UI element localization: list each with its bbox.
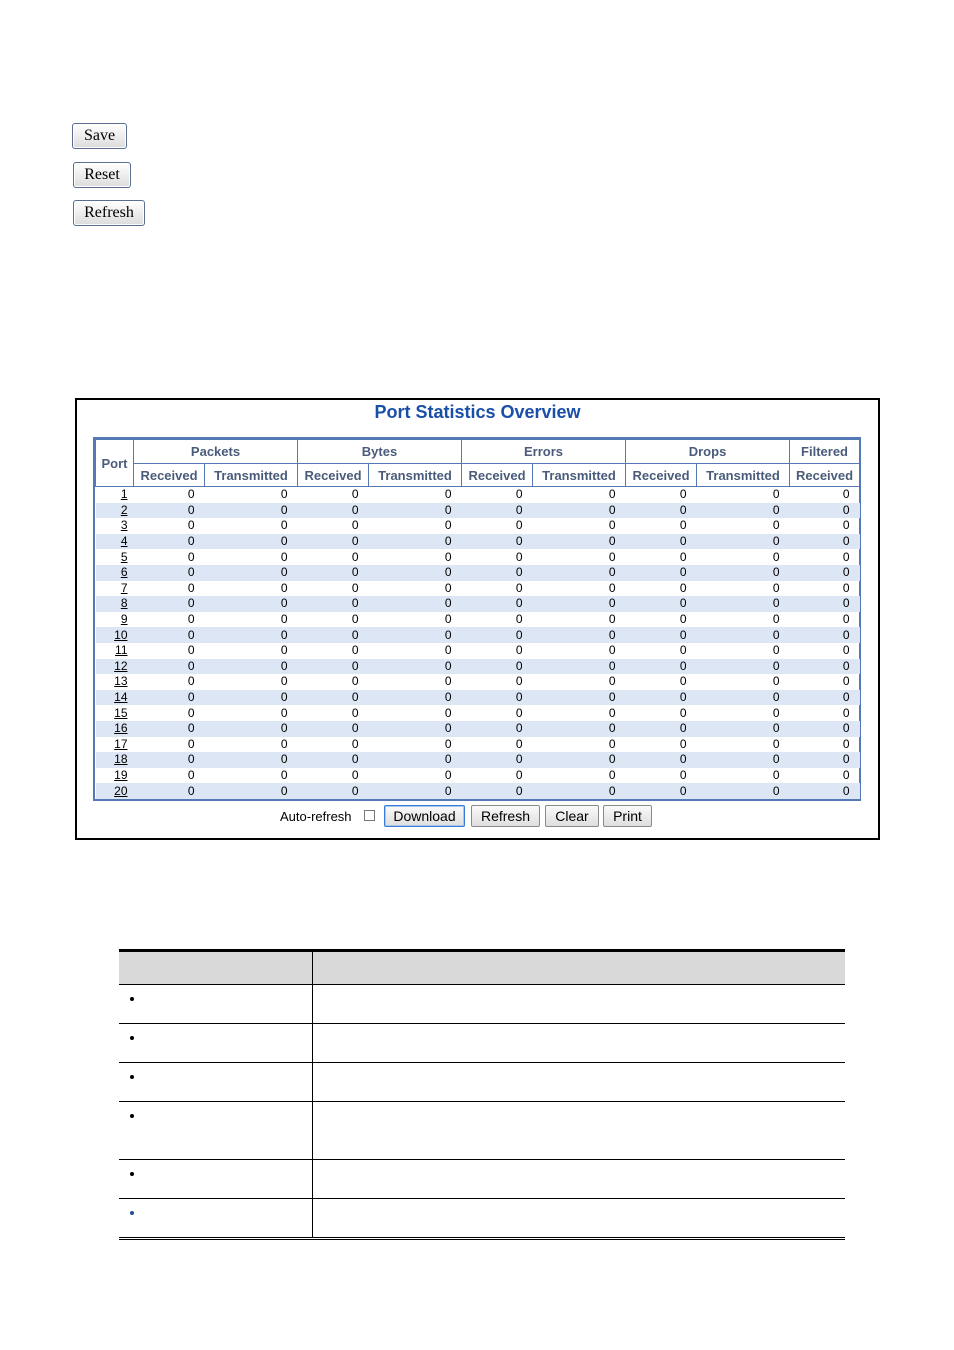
stat-cell: 0 <box>790 721 860 737</box>
stat-cell: 0 <box>679 612 687 627</box>
print-button[interactable]: Print <box>603 805 652 827</box>
stat-cell: 0 <box>697 596 790 612</box>
stat-cell: 0 <box>351 767 359 782</box>
port-link-16[interactable]: 16 <box>114 721 128 736</box>
port-cell <box>96 612 134 628</box>
table-controls <box>77 805 878 829</box>
stat-cell: 0 <box>842 580 850 595</box>
stat-cell: 0 <box>790 503 860 519</box>
stat-cell: 0 <box>772 487 780 502</box>
stat-cell: 0 <box>298 659 369 675</box>
auto-refresh-checkbox[interactable] <box>364 810 375 821</box>
stat-cell: 0 <box>187 612 195 627</box>
stat-cell: 0 <box>626 596 697 612</box>
port-link-7[interactable]: 7 <box>120 580 128 595</box>
stat-cell: 0 <box>205 534 298 550</box>
stat-cell: 0 <box>697 565 790 581</box>
download-button[interactable]: Download <box>384 805 465 827</box>
port-link-4[interactable]: 4 <box>120 534 128 549</box>
stat-cell: 0 <box>369 596 462 612</box>
stat-cell: 0 <box>626 534 697 550</box>
port-link-17[interactable]: 17 <box>114 736 128 751</box>
stat-cell: 0 <box>679 767 687 782</box>
port-link-14[interactable]: 14 <box>114 690 128 705</box>
refresh-button[interactable]: Refresh <box>471 805 540 827</box>
port-cell <box>96 518 134 534</box>
stat-cell: 0 <box>280 674 288 689</box>
stat-cell: 0 <box>608 487 616 502</box>
stat-cell: 0 <box>298 752 369 768</box>
subheader-received: Received <box>134 464 205 487</box>
stat-cell: 0 <box>134 596 205 612</box>
stat-cell: 0 <box>298 565 369 581</box>
stat-cell: 0 <box>515 612 523 627</box>
table-row <box>96 518 860 534</box>
stat-cell: 0 <box>444 612 452 627</box>
stat-cell: 0 <box>697 534 790 550</box>
stat-cell: 0 <box>369 690 462 706</box>
port-cell <box>96 643 134 659</box>
port-cell <box>96 549 134 565</box>
bullet-icon <box>130 997 134 1001</box>
stat-cell: 0 <box>533 534 626 550</box>
stat-cell: 0 <box>369 627 462 643</box>
stat-cell: 0 <box>842 487 850 502</box>
table-row <box>96 596 860 612</box>
stat-cell: 0 <box>608 705 616 720</box>
description-row <box>119 984 845 1023</box>
stat-cell: 0 <box>462 534 533 550</box>
stat-cell: 0 <box>679 736 687 751</box>
stat-cell: 0 <box>772 643 780 658</box>
stat-cell: 0 <box>515 705 523 720</box>
port-cell <box>96 534 134 550</box>
port-link-18[interactable]: 18 <box>114 752 128 767</box>
port-link-2[interactable]: 2 <box>120 502 128 517</box>
subheader-received: Received <box>626 464 697 487</box>
stat-cell: 0 <box>280 580 288 595</box>
stat-cell: 0 <box>280 705 288 720</box>
port-link-19[interactable]: 19 <box>114 767 128 782</box>
stat-cell: 0 <box>515 487 523 502</box>
stat-cell: 0 <box>533 721 626 737</box>
stat-cell: 0 <box>369 503 462 519</box>
stat-cell: 0 <box>134 659 205 675</box>
stat-cell: 0 <box>462 627 533 643</box>
port-link-11[interactable]: 11 <box>115 643 128 658</box>
table-row <box>96 783 860 799</box>
stat-cell: 0 <box>515 736 523 751</box>
table-row <box>96 627 860 643</box>
stat-cell: 0 <box>187 549 195 564</box>
stat-cell: 0 <box>842 705 850 720</box>
stat-cell: 0 <box>608 518 616 533</box>
stat-cell: 0 <box>679 549 687 564</box>
stat-cell: 0 <box>444 705 452 720</box>
stat-cell: 0 <box>679 518 687 533</box>
stat-cell: 0 <box>134 503 205 519</box>
overview-title: Port Statistics Overview <box>374 402 581 422</box>
stat-cell: 0 <box>444 767 452 782</box>
stat-cell: 0 <box>298 690 369 706</box>
stat-cell: 0 <box>608 736 616 751</box>
subheader-received: Received <box>298 464 369 487</box>
stat-cell: 0 <box>842 612 850 627</box>
filtered-group-header: Filtered <box>790 440 860 464</box>
description-row <box>119 1159 845 1198</box>
stat-cell: 0 <box>351 736 359 751</box>
stat-cell: 0 <box>533 752 626 768</box>
stat-cell: 0 <box>462 690 533 706</box>
stat-cell: 0 <box>515 643 523 658</box>
stat-cell: 0 <box>134 565 205 581</box>
stat-cell: 0 <box>533 565 626 581</box>
stat-cell: 0 <box>298 503 369 519</box>
stat-cell: 0 <box>462 565 533 581</box>
table-row <box>96 705 860 721</box>
stat-cell: 0 <box>790 752 860 768</box>
stat-cell: 0 <box>280 612 288 627</box>
port-link-1[interactable]: 1 <box>120 487 128 502</box>
stat-cell: 0 <box>280 518 288 533</box>
stat-cell: 0 <box>298 596 369 612</box>
stat-cell: 0 <box>205 565 298 581</box>
stat-cell: 0 <box>608 767 616 782</box>
stat-cell: 0 <box>187 518 195 533</box>
packets-group-header: Packets <box>134 440 298 464</box>
stat-cell: 0 <box>187 643 195 658</box>
stat-cell: 0 <box>772 767 780 782</box>
drops-group-header: Drops <box>626 440 790 464</box>
stat-cell: 0 <box>626 690 697 706</box>
stat-cell: 0 <box>298 783 369 799</box>
stat-cell: 0 <box>444 736 452 751</box>
stat-cell: 0 <box>608 549 616 564</box>
stat-cell: 0 <box>187 674 195 689</box>
stat-cell: 0 <box>697 752 790 768</box>
stat-cell: 0 <box>533 783 626 799</box>
stat-cell: 0 <box>351 643 359 658</box>
stat-cell: 0 <box>772 580 780 595</box>
stat-cell: 0 <box>369 752 462 768</box>
stat-cell: 0 <box>462 752 533 768</box>
bullet-icon <box>130 1211 134 1215</box>
reset-button[interactable]: Reset <box>73 162 131 188</box>
stat-cell: 0 <box>842 767 850 782</box>
subheader-transmitted: Transmitted <box>205 464 298 487</box>
stat-cell: 0 <box>187 580 195 595</box>
table-row <box>96 503 860 519</box>
stat-cell: 0 <box>608 580 616 595</box>
stat-cell: 0 <box>462 783 533 799</box>
stat-cell: 0 <box>187 487 195 502</box>
stat-cell: 0 <box>134 721 205 737</box>
table-row <box>96 737 860 753</box>
port-cell <box>96 690 134 706</box>
stat-cell: 0 <box>351 580 359 595</box>
port-link-8[interactable]: 8 <box>120 596 128 611</box>
port-column-header: Port <box>96 440 134 487</box>
stat-cell: 0 <box>515 767 523 782</box>
port-cell <box>96 627 134 643</box>
table-row <box>96 534 860 550</box>
stat-cell: 0 <box>626 752 697 768</box>
stat-cell: 0 <box>205 752 298 768</box>
stat-cell: 0 <box>369 659 462 675</box>
description-row <box>119 1198 845 1237</box>
stat-cell: 0 <box>679 580 687 595</box>
stat-cell: 0 <box>772 674 780 689</box>
stat-cell: 0 <box>369 783 462 799</box>
stat-cell: 0 <box>608 674 616 689</box>
errors-group-header: Errors <box>462 440 626 464</box>
port-cell <box>96 783 134 799</box>
stat-cell: 0 <box>444 643 452 658</box>
stat-cell: 0 <box>679 674 687 689</box>
stat-cell: 0 <box>679 705 687 720</box>
stat-cell: 0 <box>205 690 298 706</box>
subheader-transmitted: Transmitted <box>369 464 462 487</box>
port-statistics-panel <box>75 398 880 840</box>
table-row <box>96 768 860 784</box>
stat-cell: 0 <box>626 627 697 643</box>
stat-cell: 0 <box>369 534 462 550</box>
port-link-6[interactable]: 6 <box>120 565 128 580</box>
stat-cell: 0 <box>444 549 452 564</box>
stat-cell: 0 <box>280 549 288 564</box>
stat-cell: 0 <box>351 705 359 720</box>
stat-cell: 0 <box>679 487 687 502</box>
stat-cell: 0 <box>790 596 860 612</box>
stat-cell: 0 <box>842 643 850 658</box>
stat-cell: 0 <box>626 503 697 519</box>
clear-button[interactable]: Clear <box>545 805 599 827</box>
table-row <box>96 674 860 690</box>
stat-cell: 0 <box>369 565 462 581</box>
port-link-3[interactable]: 3 <box>120 518 128 533</box>
stat-cell: 0 <box>679 643 687 658</box>
stat-cell: 0 <box>842 518 850 533</box>
port-link-10[interactable]: 10 <box>114 627 128 642</box>
stat-cell: 0 <box>790 659 860 675</box>
stat-cell: 0 <box>697 503 790 519</box>
stat-cell: 0 <box>608 612 616 627</box>
stat-cell: 0 <box>444 674 452 689</box>
stat-cell: 0 <box>134 690 205 706</box>
stat-cell: 0 <box>697 721 790 737</box>
stat-cell: 0 <box>608 643 616 658</box>
stat-cell: 0 <box>444 580 452 595</box>
port-link-9[interactable]: 9 <box>120 612 128 627</box>
stat-cell: 0 <box>205 627 298 643</box>
table-row <box>96 549 860 565</box>
subheader-transmitted: Transmitted <box>697 464 790 487</box>
stat-cell: 0 <box>533 627 626 643</box>
stat-cell: 0 <box>134 627 205 643</box>
table-row <box>96 690 860 706</box>
stat-cell: 0 <box>626 721 697 737</box>
stat-cell: 0 <box>351 487 359 502</box>
stat-cell: 0 <box>369 721 462 737</box>
stat-cell: 0 <box>280 643 288 658</box>
description-row <box>119 1062 845 1101</box>
port-link-5[interactable]: 5 <box>120 549 128 564</box>
bytes-group-header: Bytes <box>298 440 462 464</box>
port-statistics-table <box>93 437 861 801</box>
stat-cell: 0 <box>842 549 850 564</box>
port-cell <box>96 581 134 597</box>
stat-cell: 0 <box>205 659 298 675</box>
stat-cell: 0 <box>772 736 780 751</box>
stat-cell: 0 <box>842 674 850 689</box>
save-button[interactable]: Save <box>72 123 127 149</box>
description-row <box>119 1023 845 1062</box>
port-cell <box>96 705 134 721</box>
stat-cell: 0 <box>462 503 533 519</box>
table-row <box>96 581 860 597</box>
table-row <box>96 643 860 659</box>
stat-cell: 0 <box>298 534 369 550</box>
table-row <box>96 659 860 675</box>
stat-cell: 0 <box>697 659 790 675</box>
stat-cell: 0 <box>444 518 452 533</box>
bullet-icon <box>130 1114 134 1118</box>
stat-cell: 0 <box>626 783 697 799</box>
stat-cell: 0 <box>790 534 860 550</box>
table-row <box>96 752 860 768</box>
stat-cell: 0 <box>351 549 359 564</box>
port-link-15[interactable]: 15 <box>114 705 128 720</box>
bullet-icon <box>130 1075 134 1079</box>
stat-cell: 0 <box>298 627 369 643</box>
stat-cell: 0 <box>187 736 195 751</box>
subheader-received: Received <box>462 464 533 487</box>
stat-cell: 0 <box>533 659 626 675</box>
stat-cell: 0 <box>187 767 195 782</box>
stat-cell: 0 <box>790 565 860 581</box>
port-link-13[interactable]: 13 <box>114 674 128 689</box>
subheader-transmitted: Transmitted <box>533 464 626 487</box>
port-cell <box>96 659 134 675</box>
stat-cell: 0 <box>134 783 205 799</box>
stat-cell: 0 <box>772 518 780 533</box>
port-cell <box>96 768 134 784</box>
port-cell <box>96 565 134 581</box>
stat-cell: 0 <box>280 736 288 751</box>
stat-cell: 0 <box>772 705 780 720</box>
stat-cell: 0 <box>697 783 790 799</box>
stat-cell: 0 <box>462 721 533 737</box>
port-cell <box>96 752 134 768</box>
stat-cell: 0 <box>205 596 298 612</box>
stat-cell: 0 <box>772 549 780 564</box>
port-cell <box>96 596 134 612</box>
table-row <box>96 487 860 503</box>
stat-cell: 0 <box>533 503 626 519</box>
stat-cell: 0 <box>205 783 298 799</box>
stat-cell: 0 <box>134 534 205 550</box>
description-row <box>119 1101 845 1159</box>
stat-cell: 0 <box>515 518 523 533</box>
port-cell <box>96 503 134 519</box>
port-cell <box>96 721 134 737</box>
stat-cell: 0 <box>697 627 790 643</box>
stat-cell: 0 <box>187 705 195 720</box>
stat-cell: 0 <box>697 690 790 706</box>
stat-cell: 0 <box>280 767 288 782</box>
stat-cell: 0 <box>280 487 288 502</box>
stat-cell: 0 <box>533 596 626 612</box>
stat-cell: 0 <box>515 674 523 689</box>
stat-cell: 0 <box>205 503 298 519</box>
stat-cell: 0 <box>462 596 533 612</box>
description-table <box>119 949 845 1240</box>
stat-cell: 0 <box>205 721 298 737</box>
bullet-icon <box>130 1172 134 1176</box>
port-link-20[interactable]: 20 <box>114 783 128 798</box>
stat-cell: 0 <box>351 518 359 533</box>
stat-cell: 0 <box>626 659 697 675</box>
port-link-12[interactable]: 12 <box>114 658 128 673</box>
stat-cell: 0 <box>444 487 452 502</box>
stat-cell: 0 <box>626 565 697 581</box>
stat-cell: 0 <box>790 783 860 799</box>
table-row <box>96 721 860 737</box>
stat-cell: 0 <box>790 627 860 643</box>
port-cell <box>96 487 134 503</box>
table-row <box>96 612 860 628</box>
refresh-top-button[interactable]: Refresh <box>73 200 145 226</box>
auto-refresh-label: Auto-refresh <box>280 809 352 824</box>
port-cell <box>96 674 134 690</box>
stat-cell: 0 <box>790 690 860 706</box>
stat-cell: 0 <box>515 580 523 595</box>
stat-cell: 0 <box>134 752 205 768</box>
table-row <box>96 565 860 581</box>
subheader-received: Received <box>790 464 860 487</box>
stat-cell: 0 <box>515 549 523 564</box>
stat-cell: 0 <box>351 612 359 627</box>
port-cell <box>96 737 134 753</box>
stat-cell: 0 <box>842 736 850 751</box>
stat-cell: 0 <box>462 659 533 675</box>
description-table-header <box>119 952 845 984</box>
stat-cell: 0 <box>772 612 780 627</box>
stat-cell: 0 <box>351 674 359 689</box>
bullet-icon <box>130 1036 134 1040</box>
stat-cell: 0 <box>298 721 369 737</box>
stat-cell: 0 <box>533 690 626 706</box>
